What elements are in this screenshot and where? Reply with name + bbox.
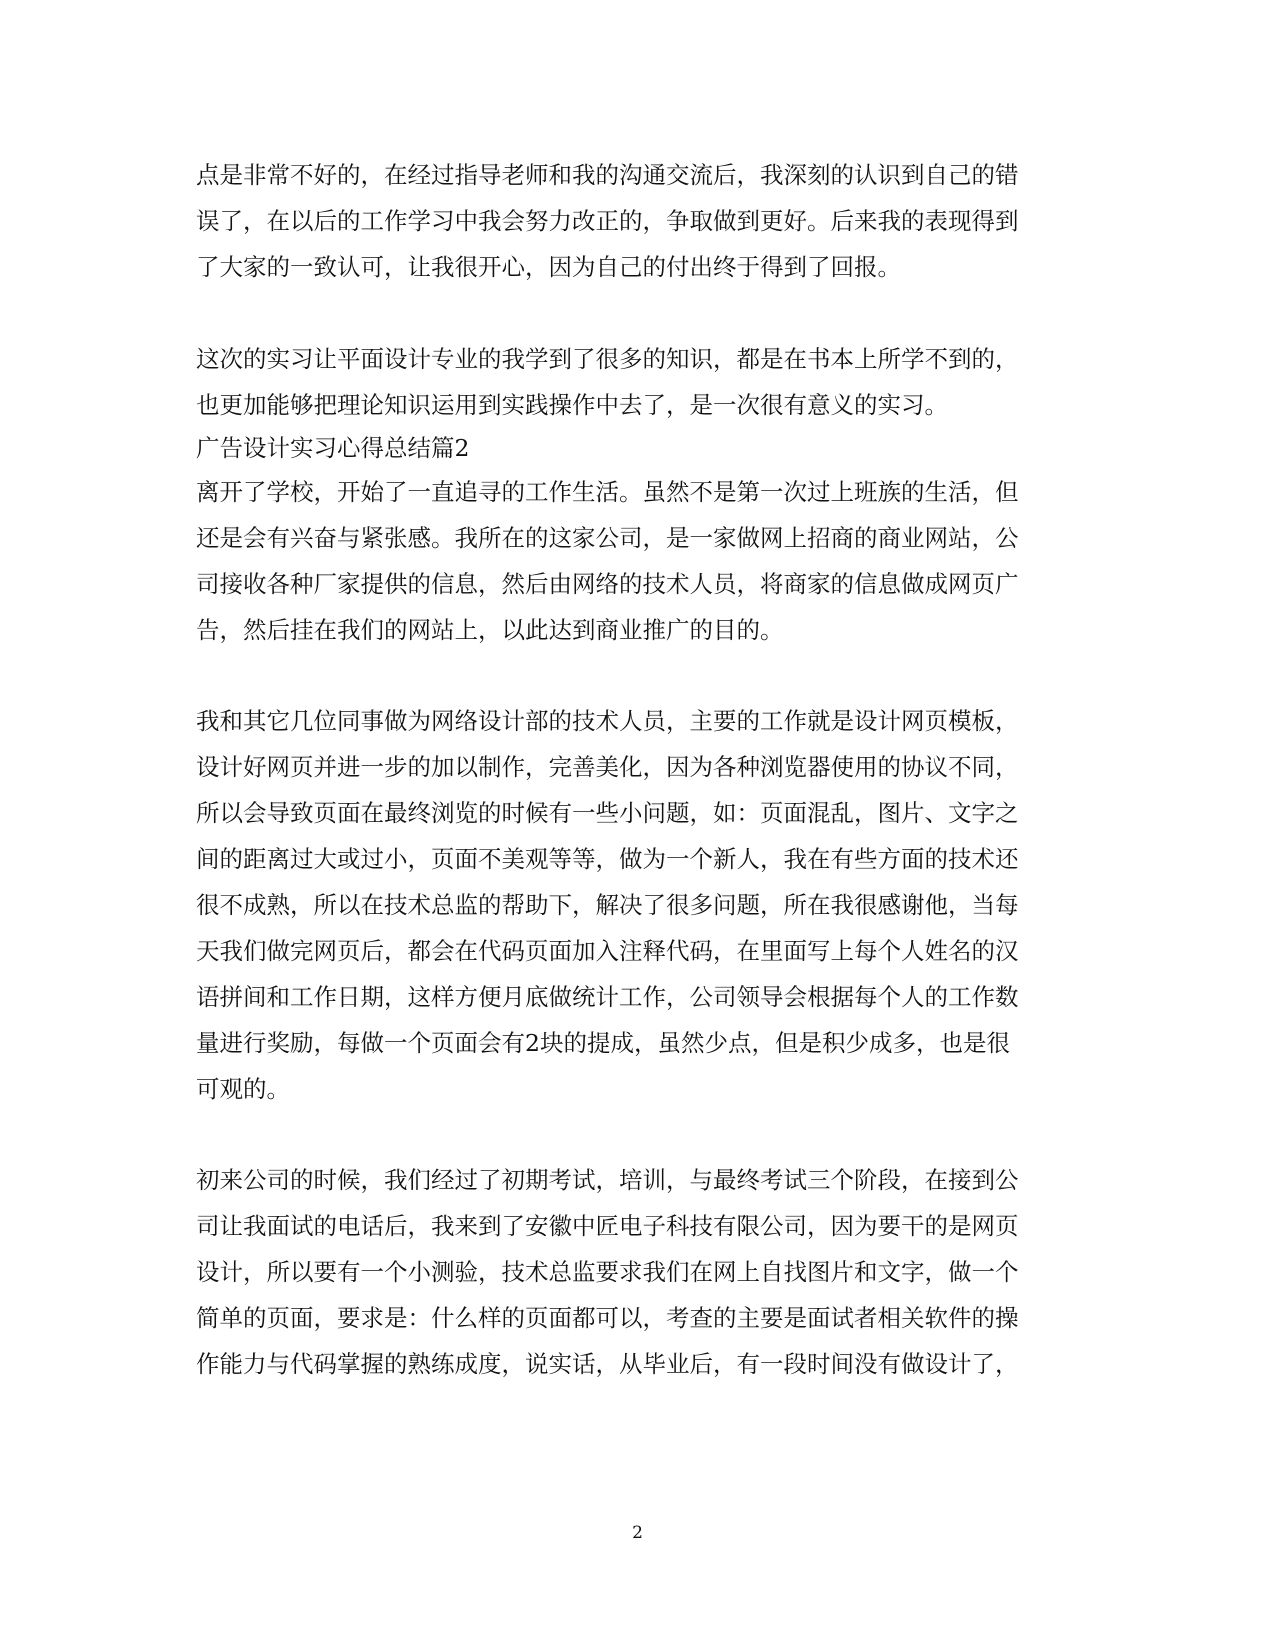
body-text-line: 告，然后挂在我们的网站上，以此达到商业推广的目的。: [196, 616, 784, 644]
body-text-line: 间的距离过大或过小，页面不美观等等，做为一个新人，我在有些方面的技术还: [196, 845, 1019, 873]
body-text-line: 作能力与代码掌握的熟练成度，说实话，从毕业后，有一段时间没有做设计了，: [196, 1350, 1019, 1378]
body-text-line: 也更加能够把理论知识运用到实践操作中去了，是一次很有意义的实习。: [196, 391, 948, 419]
body-text-line: 司接收各种厂家提供的信息，然后由网络的技术人员，将商家的信息做成网页广: [196, 570, 1019, 598]
body-text-line: 量进行奖励，每做一个页面会有2块的提成，虽然少点，但是积少成多，也是很: [196, 1029, 1010, 1057]
body-text-line: 很不成熟，所以在技术总监的帮助下，解决了很多问题，所在我很感谢他，当每: [196, 891, 1019, 919]
body-text-line: 简单的页面，要求是：什么样的页面都可以，考查的主要是面试者相关软件的操: [196, 1304, 1019, 1332]
page-number: 2: [632, 1523, 643, 1543]
body-text-line: 误了，在以后的工作学习中我会努力改正的，争取做到更好。后来我的表现得到: [196, 207, 1019, 235]
body-text-line: 我和其它几位同事做为网络设计部的技术人员，主要的工作就是设计网页模板，: [196, 707, 1019, 735]
body-text-line: 所以会导致页面在最终浏览的时候有一些小问题，如：页面混乱，图片、文字之: [196, 799, 1019, 827]
body-text-line: 这次的实习让平面设计专业的我学到了很多的知识，都是在书本上所学不到的，: [196, 345, 1019, 373]
body-text-line: 语拼间和工作日期，这样方便月底做统计工作，公司领导会根据每个人的工作数: [196, 983, 1019, 1011]
body-text-line: 还是会有兴奋与紧张感。我所在的这家公司，是一家做网上招商的商业网站，公: [196, 524, 1019, 552]
body-text-line: 点是非常不好的，在经过指导老师和我的沟通交流后，我深刻的认识到自己的错: [196, 161, 1019, 189]
body-text-line: 天我们做完网页后，都会在代码页面加入注释代码，在里面写上每个人姓名的汉: [196, 937, 1019, 965]
body-text-line: 可观的。: [196, 1075, 290, 1103]
body-text-line: 司让我面试的电话后，我来到了安徽中匠电子科技有限公司，因为要干的是网页: [196, 1212, 1019, 1240]
body-text-line: 设计好网页并进一步的加以制作，完善美化，因为各种浏览器使用的协议不同，: [196, 753, 1019, 781]
body-text-line: 了大家的一致认可，让我很开心，因为自己的付出终于得到了回报。: [196, 253, 901, 281]
body-text-line: 离开了学校，开始了一直追寻的工作生活。虽然不是第一次过上班族的生活，但: [196, 478, 1019, 506]
body-text-line: 初来公司的时候，我们经过了初期考试，培训，与最终考试三个阶段，在接到公: [196, 1166, 1019, 1194]
body-text-line: 设计，所以要有一个小测验，技术总监要求我们在网上自找图片和文字，做一个: [196, 1258, 1019, 1286]
section-heading: 广告设计实习心得总结篇2: [196, 434, 470, 462]
